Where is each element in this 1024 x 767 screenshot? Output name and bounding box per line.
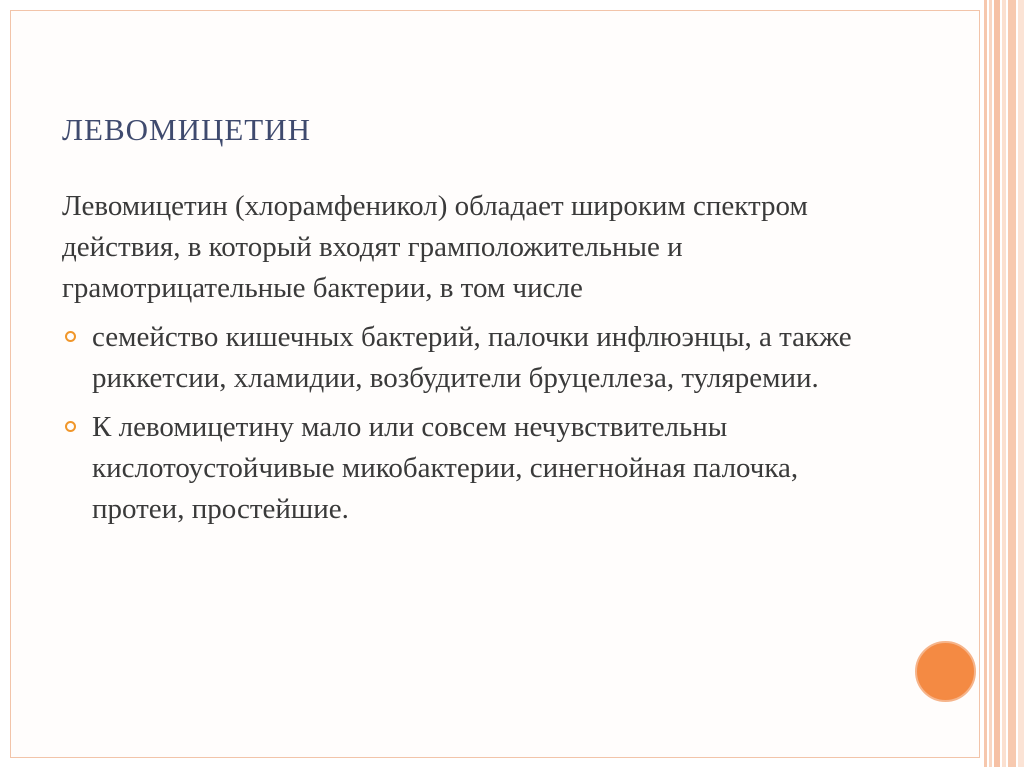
ring-bullet-icon: [65, 421, 76, 432]
orange-circle-icon: [915, 641, 976, 702]
list-item-text: К левомицетину мало или совсем нечувствительны кислотоустойчивые микобактерии, синегнойная палочка, протеи, простейшие.: [92, 411, 799, 525]
stripe: [1002, 0, 1006, 767]
slide-body: [62, 186, 862, 538]
stripe: [984, 0, 987, 767]
slide-title: ЛЕВОМИЦЕТИН: [62, 112, 312, 147]
stripe: [994, 0, 1000, 767]
ring-bullet-icon: [65, 331, 76, 342]
list-item: [62, 317, 862, 399]
bullet-list: [62, 317, 862, 530]
intro-paragraph: Левомицетин (хлорамфеникол) обладает широким спектром действия, в который входят грамположительные и грамотрицательные бактерии, в том числе: [62, 190, 808, 304]
list-item: [62, 407, 862, 530]
decorative-stripes: [984, 0, 1024, 767]
stripe: [1018, 0, 1024, 767]
stripe: [1008, 0, 1016, 767]
list-item-text: семейство кишечных бактерий, палочки инфлюэнцы, а также риккетсии, хламидии, возбудители бруцеллеза, туляремии.: [92, 321, 852, 394]
stripe: [989, 0, 992, 767]
